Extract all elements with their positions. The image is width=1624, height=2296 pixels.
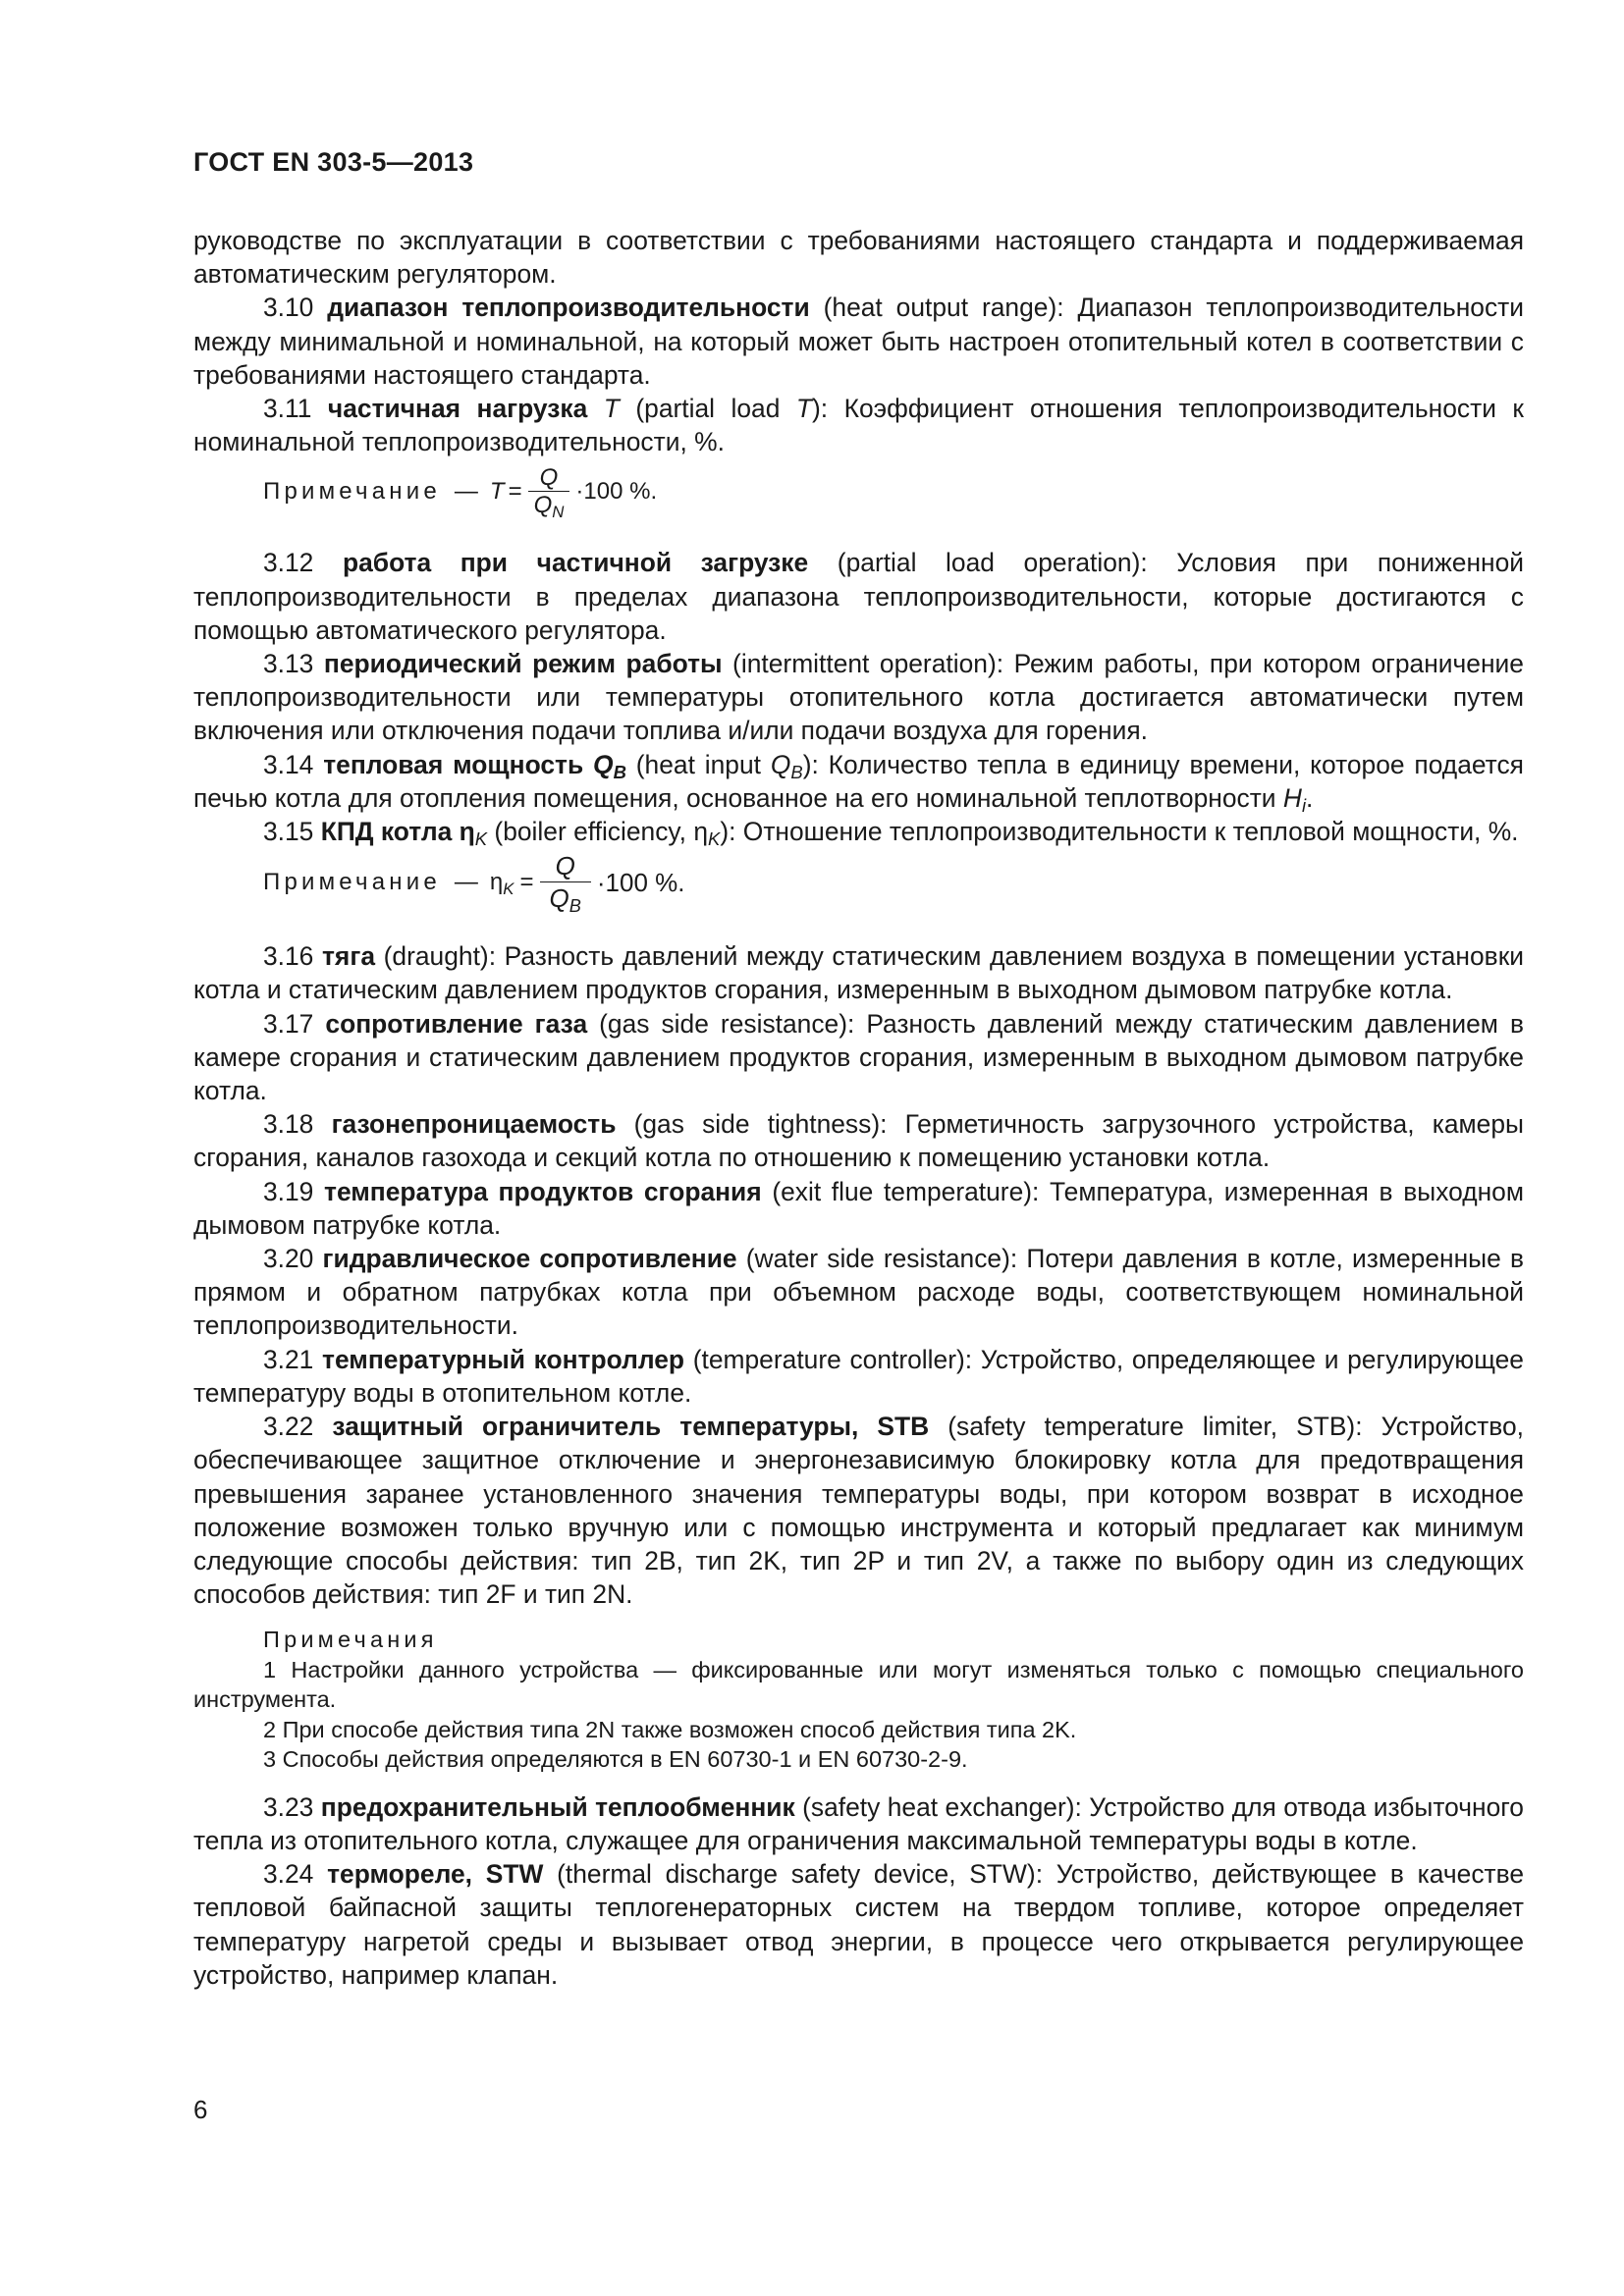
clause-text: (exit flue temperature): Температура, измеренная в выходном дымовом патрубке котла.	[193, 1176, 1524, 1240]
clause-text: ): Коэффициент отношения теплопроизводительности к номинальной теплопроизводительности, %.	[193, 394, 1524, 457]
clause-3-19	[193, 1175, 1524, 1242]
clause-text: (safety temperature limiter, STB): Устройство, обеспечивающее защитное отключение и энергонезависимую блокировку котла для предотвращения превышения заранее установленного значения температуры воды, при котором возврат в исходное положение возможен только вручную или с помощью инструмента и который предлагает как минимум следующие способы действия: тип 2B, тип 2K, тип 2P и тип 2V, а также по выбору один из следующих способов действия: тип 2F и тип 2N.	[193, 1412, 1524, 1610]
clause-term: диапазон теплопроизводительности	[327, 293, 810, 323]
clause-3-24	[193, 1857, 1524, 1992]
clause-number: 3.14	[263, 749, 314, 779]
clause-text: .	[1306, 782, 1314, 813]
clause-number: 3.20	[263, 1244, 314, 1274]
clause-term: температурный контроллер	[322, 1344, 685, 1374]
note-item-1: 1 Настройки данного устройства — фиксированные или могут изменяться только с помощью специального инструмента.	[193, 1656, 1524, 1713]
clause-term: тепловая мощность	[323, 749, 584, 779]
fraction-numerator: Q	[555, 851, 575, 881]
clause-number: 3.24	[263, 1859, 314, 1890]
denominator-symbol: Q	[533, 492, 553, 519]
clause-term: сопротивление газа	[325, 1008, 588, 1039]
lhs-subscript: K	[503, 879, 514, 898]
clause-3-22	[193, 1410, 1524, 1611]
clause-3-23	[193, 1790, 1524, 1857]
clause-3-17	[193, 1007, 1524, 1108]
lhs-symbol: η	[489, 868, 504, 895]
fraction-numerator: Q	[539, 464, 559, 492]
document-body	[193, 224, 1524, 1992]
clause-term: защитный ограничитель температуры, STB	[332, 1412, 930, 1442]
note-item-3: 3 Способы действия определяются в EN 60730-1 и EN 60730-2-9.	[263, 1746, 968, 1773]
symbol-subscript: K	[708, 828, 721, 850]
note-item-2: 2 При способе действия типа 2N также возможен способ действия типа 2K.	[263, 1716, 1077, 1742]
clause-3-14	[193, 748, 1524, 815]
clause-number: 3.22	[263, 1412, 314, 1442]
formula-multiplier: ·100 %.	[575, 477, 658, 505]
formula-lhs	[490, 866, 514, 899]
clause-text: (heat input	[625, 749, 771, 779]
clause-term: гидравлическое сопротивление	[322, 1244, 737, 1274]
formula-multiplier: ·100 %.	[596, 867, 685, 897]
clause-3-20	[193, 1242, 1524, 1343]
symbol-q: Q	[593, 749, 614, 779]
clause-3-11	[193, 392, 1524, 458]
fraction-denominator	[528, 491, 570, 522]
clause-term: работа при частичной загрузке	[342, 548, 809, 578]
clause-number: 3.19	[263, 1176, 314, 1206]
symbol-subscript: B	[790, 761, 803, 782]
page-number: 6	[193, 2095, 208, 2124]
clause-text: (boiler efficiency,	[487, 817, 694, 847]
note-label: Примечание	[263, 868, 441, 895]
clause-term: газонепроницаемость	[331, 1109, 617, 1140]
note-label: Примечание	[263, 477, 441, 505]
clause-text: (partial load operation): Условия при пониженной теплопроизводительности в пределах диапазона теплопроизводительности, которые достигаются с помощью автоматического регулятора.	[193, 548, 1525, 645]
clause-term: тяга	[322, 941, 375, 972]
clause-number: 3.17	[263, 1008, 314, 1039]
clause-text: (partial load	[619, 394, 796, 424]
clause-variable: T	[603, 394, 620, 424]
clause-variable: T	[795, 394, 813, 424]
clause-number: 3.21	[263, 1344, 314, 1374]
clause-text: (intermittent operation): Режим работы, при котором ограничение теплопроизводительности или температуры отопительного котла достигается автоматически путем включения или отключения подачи топлива и/или подачи воздуха для горения.	[193, 649, 1524, 746]
symbol-h: H	[1282, 782, 1302, 813]
clause-number: 3.16	[263, 941, 314, 972]
clause-text: (safety heat exchanger): Устройство для отвода избыточного тепла из отопительного котла, служащее для ограничения максимальной температуры воды в котле.	[193, 1791, 1524, 1856]
notes-block	[193, 1625, 1524, 1775]
clause-text: (water side resistance): Потери давления в котле, измеренные в прямом и обратном патрубках котла при объемном расходе воды, соответствующем номинальной теплопроизводительности.	[193, 1244, 1525, 1341]
document-header: ГОСТ EN 303-5—2013	[193, 147, 474, 177]
fraction-denominator	[540, 881, 591, 917]
clause-3-12	[193, 546, 1524, 647]
clause-term: предохранительный теплообменник	[320, 1791, 795, 1822]
clause-3-15	[193, 815, 1524, 848]
formula-boiler-efficiency	[193, 850, 1524, 917]
denominator-subscript: B	[568, 896, 581, 917]
clause-term: температура продуктов сгорания	[324, 1176, 762, 1206]
clause-term: частичная нагрузка	[327, 394, 588, 424]
formula-lhs: T	[489, 477, 505, 505]
clause-text: (thermal discharge safety device, STW): Устройство, действующее в качестве тепловой байпасной защиты теплогенераторных систем на твердом топливе, которое определяет температуру нагретой среды и вызывает отвод энергии, в процессе чего открывается регулирующее устройство, например клапан.	[193, 1859, 1524, 1990]
symbol-eta: η	[693, 817, 709, 847]
symbol-eta: η	[459, 817, 475, 847]
note-dash: —	[454, 868, 478, 895]
clause-text: (gas side resistance): Разность давлений между статическим давлением в камере сгорания и статическим давлением продуктов сгорания, измеренным в выходном дымовом патрубке котла.	[193, 1008, 1524, 1106]
clause-number: 3.10	[263, 293, 314, 323]
clause-3-10	[193, 291, 1524, 392]
formula-fraction	[528, 464, 570, 522]
clause-3-21	[193, 1343, 1524, 1410]
symbol-subscript: B	[613, 761, 626, 782]
note-dash: —	[454, 477, 478, 505]
clause-text: (heat output range): Диапазон теплопроизводительности между минимальной и номинальной, на который может быть настроен отопительный котел в соответствии с требованиями настоящего стандарта.	[193, 293, 1524, 390]
clause-number: 3.18	[263, 1109, 314, 1140]
clause-text: ): Количество тепла в единицу времени, которое подается печью котла для отопления помещения, основанное на его номинальной теплотворности	[193, 749, 1524, 813]
clause-term: периодический режим работы	[323, 649, 723, 679]
clause-3-13	[193, 647, 1524, 748]
symbol-q: Q	[770, 749, 791, 779]
clause-text: (draught): Разность давлений между статическим давлением воздуха в помещении установки котла и статическим давлением продуктов сгорания, измеренным в выходном дымовом патрубке котла.	[193, 941, 1524, 1005]
clause-number: 3.23	[263, 1791, 314, 1822]
symbol-subscript: K	[474, 828, 488, 850]
clause-term: термореле, STW	[327, 1859, 544, 1890]
clause-number: 3.13	[263, 649, 314, 679]
clause-term: КПД котла	[320, 817, 453, 847]
notes-title: Примечания	[263, 1627, 438, 1653]
clause-3-18	[193, 1107, 1524, 1174]
clause-text: (temperature controller): Устройство, определяющее и регулирующее температуру воды в отопительном котле.	[193, 1344, 1524, 1408]
denominator-symbol: Q	[549, 883, 569, 914]
clause-number: 3.15	[263, 817, 314, 847]
formula-equals: =	[519, 868, 534, 895]
formula-partial-load	[193, 464, 1524, 522]
clause-text: ): Отношение теплопроизводительности к тепловой мощности, %.	[720, 817, 1519, 847]
denominator-subscript: N	[552, 503, 565, 522]
clause-number: 3.11	[263, 394, 312, 424]
paragraph-continuation: руководстве по эксплуатации в соответствии с требованиями настоящего стандарта и поддерживаемая автоматическим регулятором.	[193, 226, 1524, 290]
formula-equals: =	[508, 477, 522, 505]
formula-fraction	[540, 850, 591, 917]
clause-text: (gas side tightness): Герметичность загрузочного устройства, камеры сгорания, каналов газохода и секций котла по отношению к помещению установки котла.	[193, 1109, 1524, 1173]
clause-number: 3.12	[263, 548, 314, 578]
clause-3-16	[193, 939, 1524, 1006]
symbol-subscript: i	[1301, 794, 1307, 816]
